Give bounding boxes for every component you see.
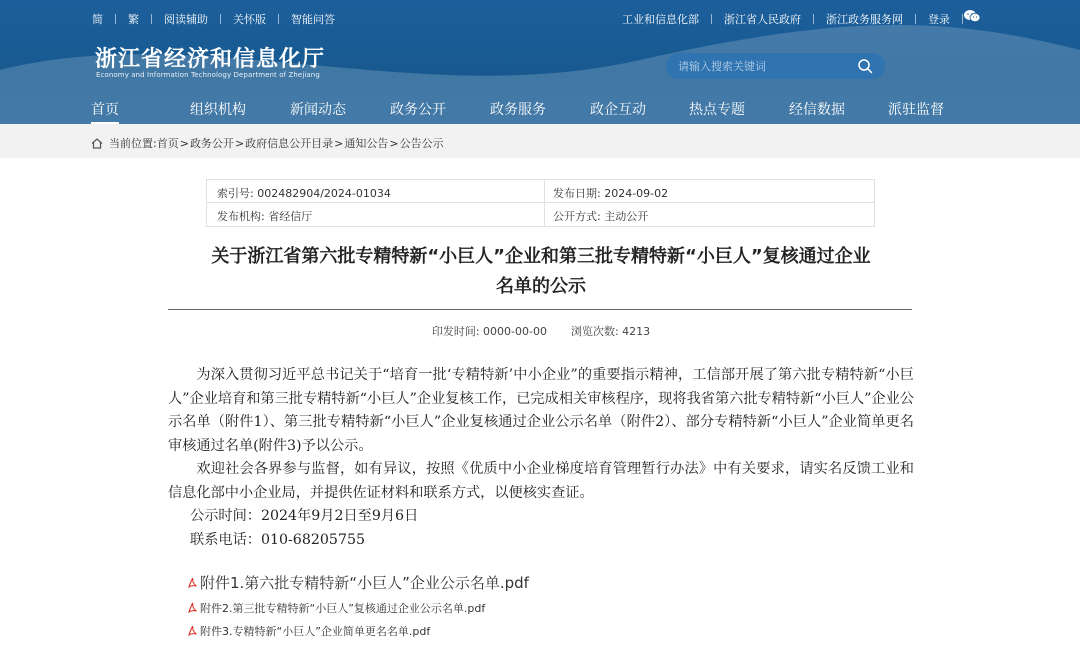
paragraph-1: 为深入贯彻习近平总书记关于“培育一批‘专精特新’中小企业”的重要指示精神，工信部开展了第六批专精特新“小巨人”企业培育和第三批专精特新“小巨人”企业复核工作，已完成相关审核程序，现将我省第六批专精特新“小巨人”企业公示名单（附件1）、第三批专精特新“小巨人”企业复核通过企业公示名单（附件2）、部分专精特新“小巨人”企业简单更名审核通过名单(附件3)予以公示。: [168, 367, 914, 454]
document-meta-table: [206, 179, 875, 227]
miit-link[interactable]: 工业和信息化部: [622, 13, 699, 26]
nav-interaction[interactable]: 政企互动: [590, 102, 646, 118]
publish-date: 发布日期: 2024-09-02: [553, 187, 669, 200]
top-utility-bar: [0, 0, 1080, 36]
nav-news[interactable]: 新闻动态: [290, 102, 346, 118]
breadcrumb-bar: [0, 124, 1080, 158]
attachment-label: 附件1.第六批专精特新“小巨人”企业公示名单.pdf: [200, 574, 529, 592]
breadcrumb-separator: >: [179, 136, 189, 150]
attachment-label: 附件3.专精特新“小巨人”企业简单更名名单.pdf: [200, 625, 431, 638]
breadcrumb-government-affairs[interactable]: 政务公开: [189, 137, 234, 150]
attachment-link-3[interactable]: [187, 623, 430, 639]
meta-row: [207, 180, 874, 203]
breadcrumb-announcements[interactable]: 公告公示: [399, 137, 444, 150]
breadcrumb-home[interactable]: 首页: [156, 137, 179, 150]
site-name-english: Economy and Information Technology Department of Zhejiang: [96, 71, 320, 79]
breadcrumb-separator: >: [234, 136, 245, 150]
breadcrumb-info-catalog[interactable]: 政府信息公开目录: [245, 137, 334, 150]
breadcrumb-prefix: 当前位置:: [109, 137, 157, 150]
search-box: [666, 53, 885, 79]
title-divider: [168, 309, 912, 310]
simplified-chinese-link[interactable]: 简: [92, 13, 103, 26]
nav-home[interactable]: 首页: [91, 99, 119, 119]
nav-government-affairs[interactable]: 政务公开: [390, 102, 446, 118]
divider: [220, 14, 221, 24]
main-nav: [0, 96, 1080, 124]
wechat-icon[interactable]: [963, 9, 981, 23]
contact-phone: 联系电话：010-68205755: [190, 531, 366, 548]
nav-hot-topics[interactable]: 热点专题: [689, 102, 745, 118]
zhejiang-government-link[interactable]: 浙江省人民政府: [724, 13, 801, 26]
pdf-icon: [187, 602, 198, 614]
divider: [151, 14, 152, 24]
breadcrumb-separator: >: [334, 136, 344, 150]
paragraph-2: 欢迎社会各界参与监督，如有异议，按照《优质中小企业梯度培育管理暂行办法》中有关要求，请实名反馈工业和信息化部中小企业局，并提供佐证材料和联系方式，以便核实查证。: [168, 461, 914, 501]
view-count: 浏览次数: 4213: [570, 325, 651, 338]
divider: [115, 14, 116, 24]
elderly-care-version-link[interactable]: 关怀版: [233, 13, 266, 26]
attachment-label: 附件2.第三批专精特新“小巨人”复核通过企业公示名单.pdf: [200, 602, 486, 615]
attachment-link-2[interactable]: [187, 600, 485, 616]
publication-info: [168, 323, 914, 339]
traditional-chinese-link[interactable]: 繁: [128, 13, 139, 26]
login-link[interactable]: 登录: [928, 13, 950, 26]
search-icon[interactable]: [857, 58, 873, 74]
divider: [278, 14, 279, 24]
index-number: 索引号: 002482904/2024-01034: [217, 187, 391, 200]
pdf-icon: [187, 577, 198, 589]
article-title: [168, 242, 914, 302]
smart-qa-link[interactable]: 智能问答: [291, 13, 335, 26]
breadcrumb-notices[interactable]: 通知公告: [344, 137, 389, 150]
announcement-period: 公示时间：2024年9月2日至9月6日: [190, 508, 419, 524]
print-time: 印发时间: 0000-00-00: [431, 325, 547, 338]
nav-supervision[interactable]: 派驻监督: [888, 102, 944, 118]
article-title-line-2: 名单的公示: [496, 276, 586, 297]
open-method: 公开方式: 主动公开: [553, 210, 649, 223]
nav-government-services[interactable]: 政务服务: [490, 102, 546, 118]
divider: [544, 180, 545, 226]
publisher: 发布机构: 省经信厅: [217, 210, 313, 223]
zhejiang-service-link[interactable]: 浙江政务服务网: [826, 13, 903, 26]
article-body: [168, 364, 914, 552]
site-header: [0, 0, 1080, 124]
divider: [813, 14, 814, 24]
nav-organization[interactable]: 组织机构: [190, 102, 246, 118]
search-input[interactable]: [678, 57, 848, 75]
attachment-link-1[interactable]: [187, 572, 529, 593]
site-name[interactable]: 浙江省经济和信息化厅: [95, 47, 326, 72]
breadcrumb-separator: >: [389, 136, 399, 150]
pdf-icon: [187, 625, 198, 637]
meta-row: [207, 203, 874, 226]
reading-assist-link[interactable]: 阅读辅助: [164, 13, 208, 26]
top-left-links: [92, 11, 335, 27]
home-icon: [91, 138, 103, 149]
nav-economic-data[interactable]: 经信数据: [789, 102, 845, 118]
divider: [915, 14, 916, 24]
divider: [711, 14, 712, 24]
article-title-line-1: 关于浙江省第六批专精特新“小巨人”企业和第三批专精特新“小巨人”复核通过企业: [211, 246, 871, 267]
top-right-links: [622, 11, 975, 27]
breadcrumb: [91, 135, 444, 151]
